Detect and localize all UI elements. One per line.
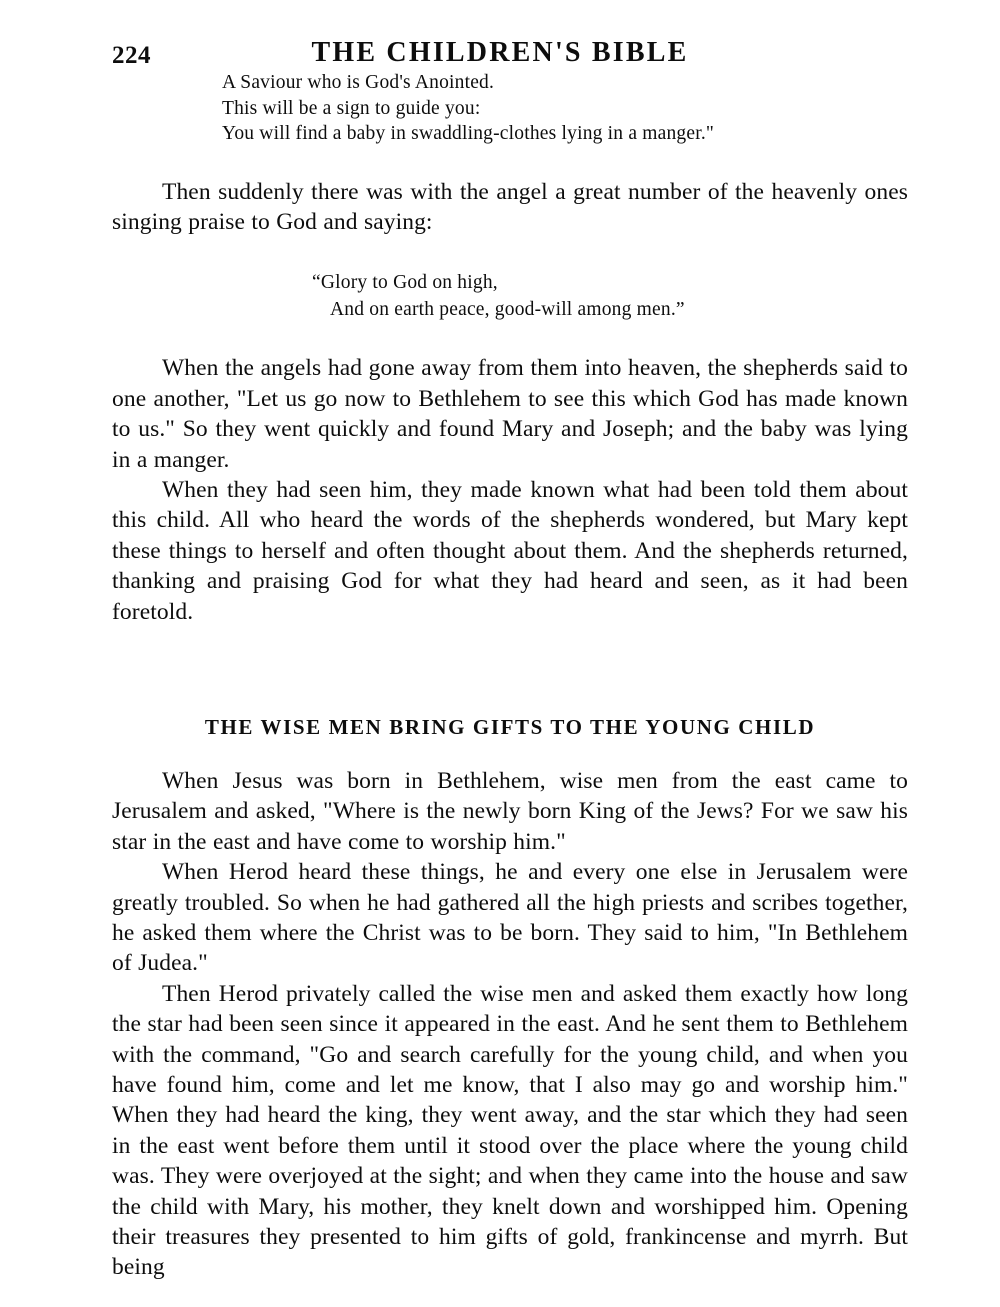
paragraph-herod-troubled: When Herod heard these things, he and every one else in Jerusalem were greatly troubled. So when he had gathered all the high priests and scribes together, he asked them where the Christ was to be born. They said to him, "In Bethlehem of Judea." xyxy=(112,859,908,977)
verse-line: This will be a sign to guide you: xyxy=(222,97,481,119)
section-heading: THE WISE MEN BRING GIFTS TO THE YOUNG CHILD xyxy=(204,714,816,739)
paragraph-shepherds-return: When they had seen him, they made known what had been told them about this child. All who heard the words of the shepherds wondered, but Mary kept these things to herself and often thought about them. And the shepherds returned, thanking and praising God for what they had heard and seen, as it had been foretold. xyxy=(112,476,908,625)
paragraph-herod-sends: Then Herod privately called the wise men and asked them exactly how long the star had been seen since it appeared in the east. And he sent them to Bethlehem with the command, "Go and search carefully for the young child, and when you have found him, come and let me know, that I also may go and worship him." When they had heard the king, they went away, and the star which they had seen in the east went before them until it stood over the place where the young child was. They were overjoyed at the sight; and when they came into the house and saw the child with Mary, his mother, they knelt down and worshipped him. Opening their treasures they presented to him gifts of gold, frankincense and myrrh. But being xyxy=(112,980,908,1281)
running-head-title: THE CHILDREN'S BIBLE xyxy=(311,37,689,68)
page-number: 224 xyxy=(112,42,151,69)
hymn-line-2: And on earth peace, good-will among men.” xyxy=(330,299,685,321)
paragraph-wise-men-come: When Jesus was born in Bethlehem, wise men from the east came to Jerusalem and asked, "Where is the newly born King of the Jews? For we saw his star in the east and have come to worship him." xyxy=(112,767,908,855)
hymn-quote-block xyxy=(312,269,908,323)
paragraph-shepherds-go: When the angels had gone away from them into heaven, the shepherds said to one another, "Let us go now to Bethlehem to see this which God has made known to us." So they went quickly and found Mary and Joseph; and the baby was lying in a manger. xyxy=(112,355,908,473)
page-body xyxy=(112,70,908,1283)
verse-line: You will find a baby in swaddling-clothes lying in a manger." xyxy=(222,123,715,144)
hymn-line-1: “Glory to God on high, xyxy=(312,272,498,294)
verse-quote-block xyxy=(222,70,908,147)
paragraph-angel-multitude: Then suddenly there was with the angel a great number of the heavenly ones singing praise to God and saying: xyxy=(112,178,908,235)
page-header xyxy=(0,20,1000,69)
verse-line: A Saviour who is God's Anointed. xyxy=(222,72,495,93)
